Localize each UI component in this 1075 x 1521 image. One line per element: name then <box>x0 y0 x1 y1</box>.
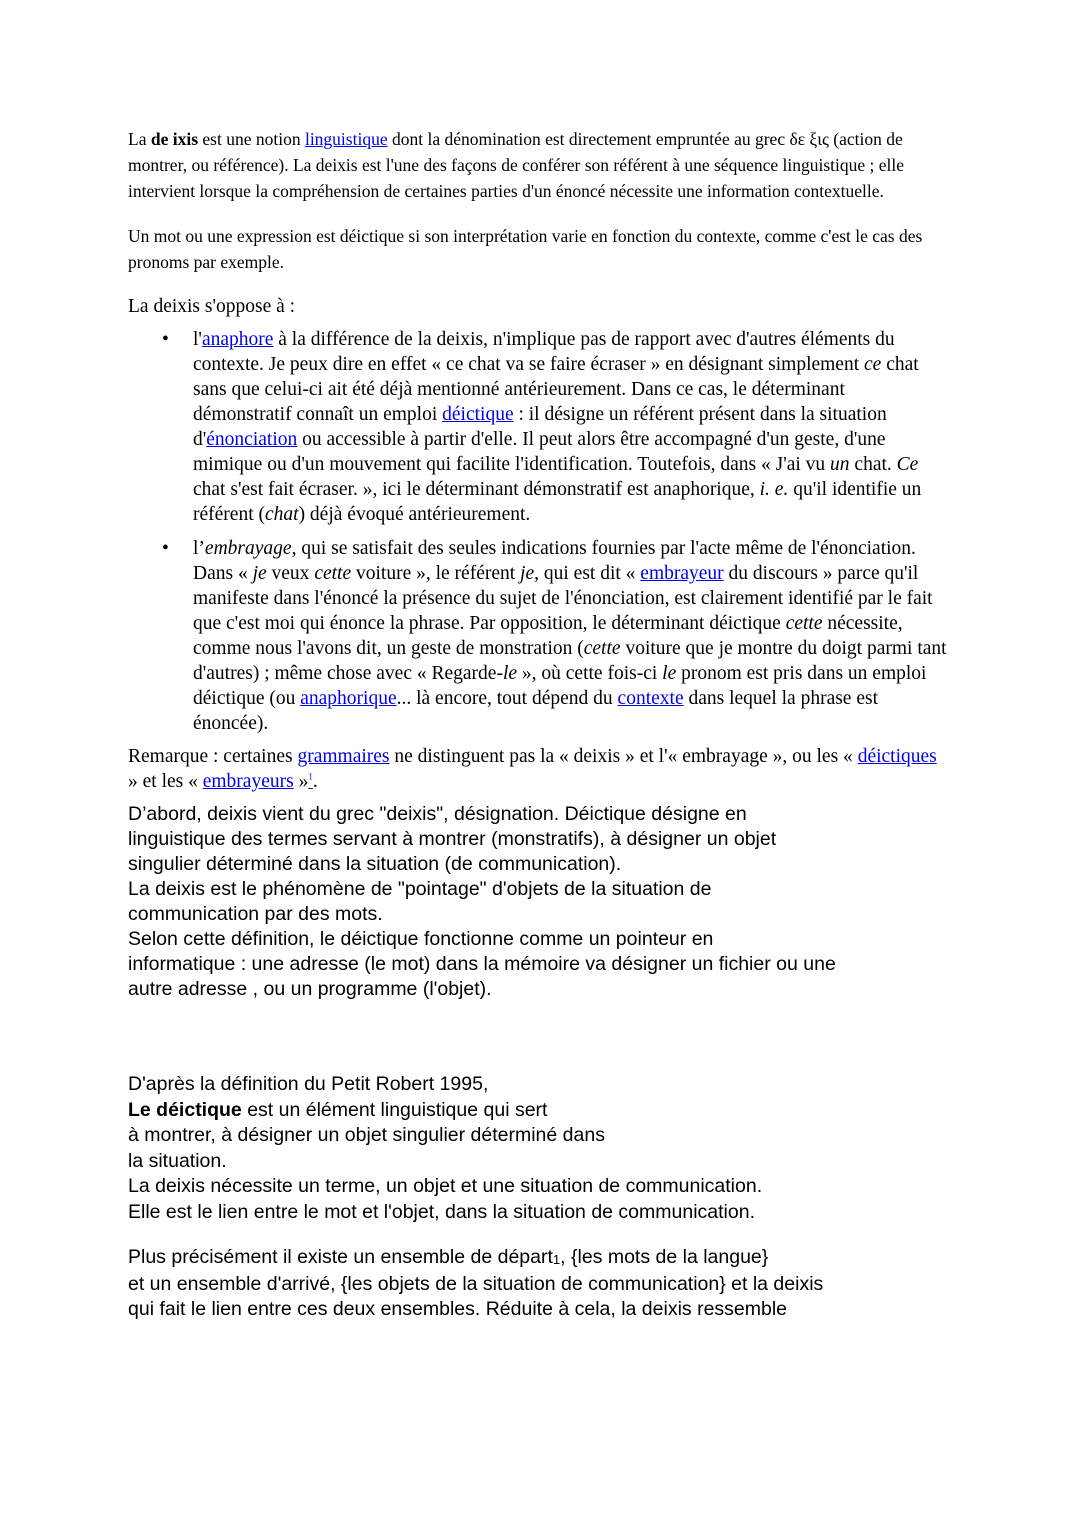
italic-text: cette <box>583 638 621 659</box>
text-line: La deixis nécessite un terme, un objet et une situation de communication. <box>128 1175 763 1197</box>
italic-text: i. e. <box>759 479 789 500</box>
link-enonciation[interactable]: énonciation <box>206 429 298 450</box>
remark-paragraph <box>128 744 948 794</box>
italic-text: je <box>252 563 267 584</box>
text-line: communication par des mots. <box>128 903 383 925</box>
bullet-icon: • <box>162 538 169 559</box>
text: ... là encore, tout dépend du <box>396 688 618 709</box>
text: à la différence de la deixis, n'implique pas de rapport avec d'autres éléments du contexte. Je peux dire en effet « ce chat va se faire écraser » en désignant simplement <box>193 329 895 375</box>
text: est un élément linguistique qui sert <box>241 1098 548 1121</box>
text: dans lequel la phrase est énoncée). <box>193 688 878 734</box>
text: voiture que je montre du doigt parmi tant d'autres) ; même chose avec « Regarde- <box>193 638 947 684</box>
text: : il désigne un référent présent dans la situation d' <box>193 404 887 450</box>
italic-text: le <box>662 663 677 684</box>
link-embrayeurs[interactable]: embrayeurs <box>202 771 294 792</box>
text-line <box>128 1245 948 1272</box>
italic-text: Ce <box>896 454 919 475</box>
text: est une notion <box>198 129 305 149</box>
term-bold: Le déictique <box>128 1098 242 1121</box>
list-item <box>162 327 948 527</box>
text: Remarque : certaines <box>128 746 298 767</box>
text: du discours » parce qu'il manifeste dans l'énoncé la présence du sujet de l'énonciation, est clairement identifié par le fait que c'est moi qui énonce la phrase. Par opposition, le déterminant déictique <box>193 563 933 634</box>
text-line <box>128 1098 948 1124</box>
text: pronom est pris dans un emploi déictique (ou <box>193 663 927 709</box>
text: dont la dénomination est directement empruntée au grec δε ξις (action de montrer, ou référence). La deixis est l'une des façons de conférer son référent à une séquence linguistique ; elle intervient lorsque la compréhension de certaines parties d'un énoncé nécessite une information contextuelle. <box>128 129 905 201</box>
text-line: Elle est le lien entre le mot et l'objet, dans la situation de communication. <box>128 1200 755 1223</box>
text-line: La deixis est le phénomène de "pointage" d'objets de la situation de <box>128 878 712 900</box>
text-line: la situation. <box>128 1149 227 1172</box>
text-line: autre adresse , ou un programme (l'objet). <box>128 978 492 1000</box>
text: » et les « <box>128 771 203 792</box>
definition-paragraph: Un mot ou une expression est déictique si son interprétation varie en fonction du contexte, comme c'est le cas des pronoms par exemple. <box>128 226 923 272</box>
link-anaphorique[interactable]: anaphorique <box>300 688 397 709</box>
italic-text: un <box>830 454 850 475</box>
text-line: qui fait le lien entre ces deux ensembles. Réduite à cela, la deixis ressemble <box>128 1298 788 1320</box>
text: chat. <box>849 454 897 475</box>
text: l' <box>193 329 202 350</box>
text-line: informatique : une adresse (le mot) dans la mémoire va désigner un fichier ou une <box>128 953 836 975</box>
link-linguistique[interactable]: linguistique <box>304 129 388 149</box>
text: veux <box>266 563 315 584</box>
link-deictiques[interactable]: déictiques <box>857 746 937 767</box>
text-line: D'après la définition du Petit Robert 1995, <box>128 1073 489 1095</box>
text: ou accessible à partir d'elle. Il peut alors être accompagné d'un geste, d'une mimique ou d'un mouvement qui facilite l'identification. Toutefois, dans « J'ai vu <box>193 429 886 475</box>
list-item <box>162 536 948 736</box>
text: ne distinguent pas la « deixis » et l'« embrayage », ou les « <box>389 746 858 767</box>
bullet-icon: • <box>162 329 169 350</box>
text: nécessite, comme nous l'avons dit, un geste de monstration ( <box>193 613 903 659</box>
text-line: singulier déterminé dans la situation (de communication). <box>128 853 622 875</box>
document-page <box>128 126 948 1322</box>
text: voiture », le référent <box>351 563 521 584</box>
text: qu'il identifie un référent ( <box>193 479 922 525</box>
text: Plus précisément il existe un ensemble de départ <box>128 1246 553 1268</box>
opposition-heading: La deixis s'oppose à : <box>128 296 296 317</box>
text: l’ <box>193 538 205 559</box>
intro-paragraph <box>128 126 948 204</box>
sets-block <box>128 1245 948 1322</box>
text-line: Selon cette définition, le déictique fonctionne comme un pointeur en <box>128 928 714 950</box>
italic-text: embrayage <box>204 538 292 559</box>
italic-text: cette <box>785 613 823 634</box>
subscript: 1 <box>552 1252 561 1267</box>
italic-text: je <box>520 563 535 584</box>
text-line: et un ensemble d'arrivé, {les objets de la situation de communication} et la deixis <box>128 1273 824 1295</box>
italic-text: le <box>502 663 518 684</box>
italic-text: chat <box>264 504 299 525</box>
italic-text: ce <box>864 354 882 375</box>
text-line: D’abord, deixis vient du grec "deixis", désignation. Déictique désigne en <box>128 803 747 825</box>
etymology-block <box>128 802 948 1002</box>
text: , qui est dit « <box>534 563 641 584</box>
text: » <box>293 771 309 792</box>
text: , qui se satisfait des seules indications fournies par l'acte même de l'énonciation. Dans « <box>193 538 916 584</box>
text: chat s'est fait écraser. », ici le déterminant démonstratif est anaphorique, <box>193 479 760 500</box>
robert-definition-block <box>128 1072 948 1225</box>
text: . <box>312 771 318 792</box>
link-grammaires[interactable]: grammaires <box>297 746 390 767</box>
footnote-number: 1 <box>308 771 313 782</box>
text: chat sans que celui-ci ait été déjà mentionné antérieurement. Dans ce cas, le déterminant démonstratif connaît un emploi <box>193 354 919 425</box>
term-bold: de ixis <box>150 129 199 149</box>
opposition-list <box>128 327 948 736</box>
text: La <box>128 129 151 149</box>
text-line: linguistique des termes servant à montrer (monstratifs), à désigner un objet <box>128 828 777 850</box>
text: ) déjà évoqué antérieurement. <box>298 504 531 525</box>
italic-text: cette <box>314 563 352 584</box>
link-deictique[interactable]: déictique <box>442 404 514 425</box>
link-contexte[interactable]: contexte <box>617 688 684 709</box>
link-anaphore[interactable]: anaphore <box>201 329 274 350</box>
link-embrayeur[interactable]: embrayeur <box>640 563 724 584</box>
text-line: à montrer, à désigner un objet singulier déterminé dans <box>128 1124 605 1146</box>
text: , {les mots de la langue} <box>560 1246 769 1268</box>
text: », où cette fois-ci <box>517 663 663 684</box>
